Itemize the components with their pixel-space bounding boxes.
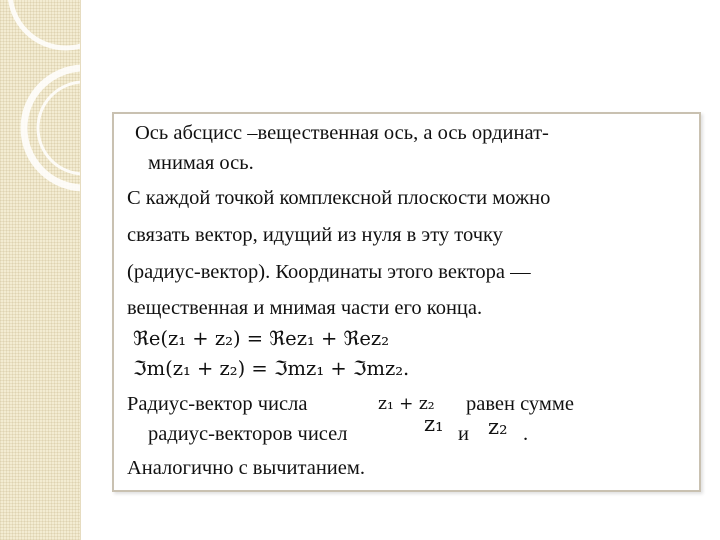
text-line-8a: радиус-векторов чисел <box>148 423 348 445</box>
text-line-9: Аналогично с вычитанием. <box>127 457 365 479</box>
text-line-7b: равен сумме <box>466 393 574 415</box>
formula-imaginary-part-text: ℑm(z₁ + z₂) = ℑmz₁ + ℑmz₂. <box>133 357 410 380</box>
sidebar-edge <box>80 0 81 540</box>
formula-real-part <box>133 329 389 349</box>
text-line-7a: Радиус-вектор числа <box>127 393 308 415</box>
formula-z2: z₂ <box>488 415 508 439</box>
text-line-2: мнимая ось. <box>148 152 254 174</box>
text-line-6: вещественная и мнимая части его конца. <box>127 297 483 319</box>
text-line-3: С каждой точкой комплексной плоскости можно <box>127 187 551 209</box>
text-line-4: связать вектор, идущий из нуля в эту точку <box>127 224 503 246</box>
text-line-5: (радиус-вектор). Координаты этого вектора — <box>127 261 531 283</box>
formula-z1: z₁ <box>424 412 444 436</box>
formula-real-part-text: ℜe(z₁ + z₂) = ℜez₁ + ℜez₂ <box>133 327 390 350</box>
text-line-1: Ось абсцисс –вещественная ось, а ось ординат- <box>135 122 549 144</box>
formula-z1-plus-z2: z₁ + z₂ <box>378 394 435 414</box>
formula-imaginary-part <box>133 359 409 379</box>
decorative-circles-graphic <box>0 0 80 540</box>
text-line-8b: и <box>458 423 469 445</box>
text-line-8c: . <box>523 423 529 445</box>
decorative-sidebar <box>0 0 80 540</box>
